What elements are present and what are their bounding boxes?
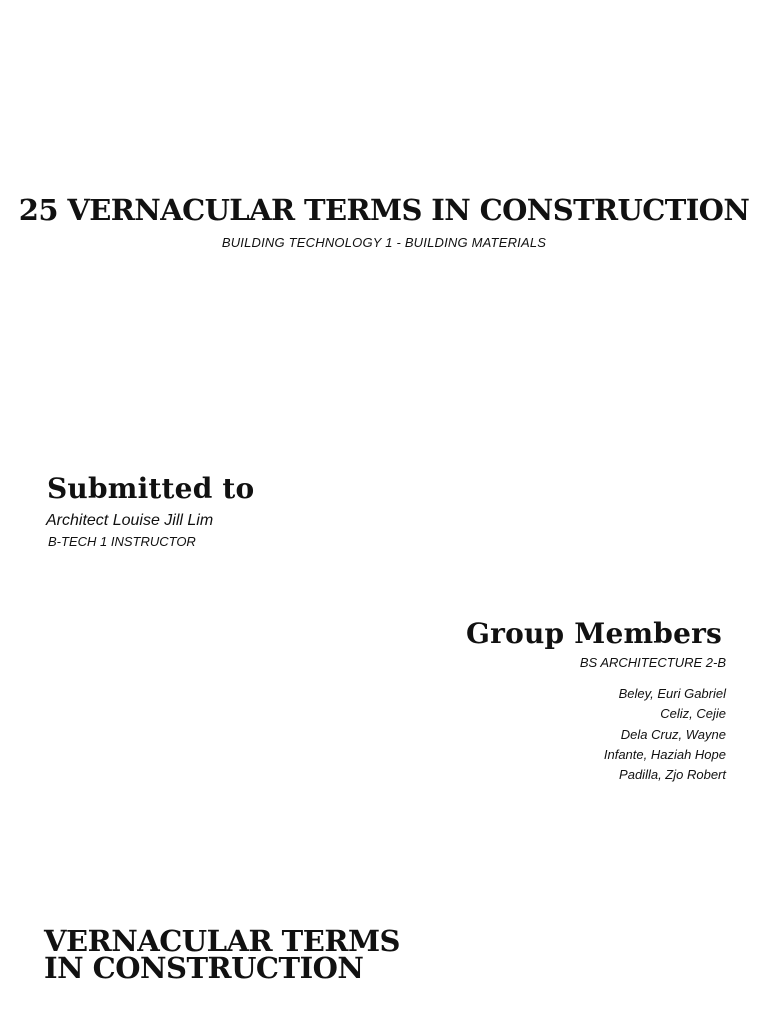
section-title [44, 924, 401, 985]
list-item: Beley, Euri Gabriel [618, 686, 726, 701]
list-item: Padilla, Zjo Robert [619, 767, 726, 783]
list-item: Dela Cruz, Wayne [620, 726, 726, 742]
section-title-line-1: VERNACULAR TERMS [44, 924, 401, 958]
group-program: BS ARCHITECTURE 2-B [579, 655, 726, 670]
group-members-heading: Group Members [466, 617, 722, 650]
section-title-line-2: IN CONSTRUCTION [44, 951, 364, 985]
list-item: Celiz, Cejie [660, 706, 726, 722]
document-subtitle: BUILDING TECHNOLOGY 1 - BUILDING MATERIALS [221, 235, 547, 250]
submitted-to-heading: Submitted to [47, 472, 255, 505]
instructor-role: B-TECH 1 INSTRUCTOR [48, 534, 196, 549]
document-title: 25 VERNACULAR TERMS IN CONSTRUCTION [18, 193, 750, 227]
instructor-name: Architect Louise Jill Lim [46, 512, 214, 529]
list-item: Infante, Haziah Hope [603, 746, 726, 762]
member-list [604, 684, 726, 785]
